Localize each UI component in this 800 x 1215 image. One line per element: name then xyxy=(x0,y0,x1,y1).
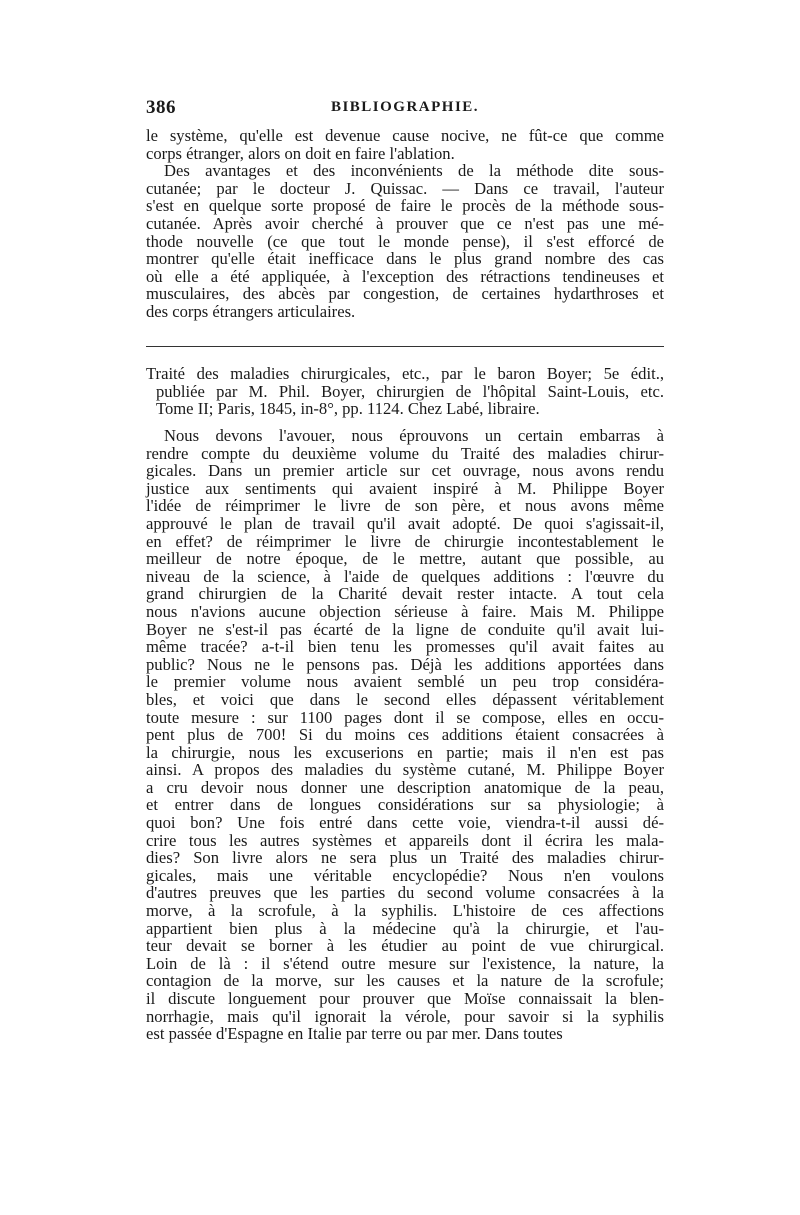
text-line: cutanée; par le docteur J. Quissac. — Dans ce travail, l'auteur xyxy=(146,178,664,198)
page-header xyxy=(146,97,664,121)
text-line: grand chirurgien de la Charité devait rester intacte. A tout cela xyxy=(146,584,664,604)
text-line: cutanée. Après avoir cherché à prouver que ce n'est pas une mé- xyxy=(146,213,664,233)
review-citation xyxy=(146,365,664,418)
text-line: bles, et voici que dans le second elles dépassent véritablement xyxy=(146,689,664,709)
text-line: toute mesure : sur 1100 pages dont il se compose, elles en occu- xyxy=(146,707,664,727)
text-line: des corps étrangers articulaires. xyxy=(146,301,356,321)
text-line: morve, à la scrofule, à la syphilis. L'histoire de ces affections xyxy=(146,901,664,921)
text-line: crire tous les autres systèmes et appareils dont il écrira les mala- xyxy=(146,830,664,850)
page-number: 386 xyxy=(146,97,176,118)
text-line: Nous devons l'avouer, nous éprouvons un certain embarras à xyxy=(164,426,664,445)
section-divider xyxy=(146,346,664,347)
text-line: gicales, mais une véritable encyclopédie? Nous n'en voulons xyxy=(146,865,664,885)
text-line: montrer qu'elle était inefficace dans le plus grand nombre des cas xyxy=(146,249,664,269)
text-line: le premier volume nous avaient semblé un peu trop considéra- xyxy=(146,672,664,692)
text-line: a cru devoir nous donner une description anatomique de la peau, xyxy=(146,777,664,797)
text-line: dies? Son livre alors ne sera plus un Traité des maladies chirur- xyxy=(146,848,664,868)
text-line: pent plus de 700! Si du moins ces additions étaient consacrées à xyxy=(146,725,664,745)
text-line: teur devait se borner à les étudier au point de vue chirurgical. xyxy=(146,936,664,956)
text-line: le système, qu'elle est devenue cause nocive, ne fût-ce que comme xyxy=(146,126,664,145)
text-line: Des avantages et des inconvénients de la méthode dite sous- xyxy=(164,161,664,181)
text-line: approuvé le plan de travail qu'il avait adopté. De quoi s'agissait-il, xyxy=(146,513,664,533)
text-line: thode nouvelle (ce que tout le monde pense), il s'est efforcé de xyxy=(146,231,664,251)
text-line: Traité des maladies chirurgicales, etc., par le baron Boyer; 5e édit., xyxy=(146,364,664,383)
text-line: est passée d'Espagne en Italie par terre ou par mer. Dans toutes xyxy=(146,1024,563,1044)
text-line: publiée par M. Phil. Boyer, chirurgien de l'hôpital Saint-Louis, etc. xyxy=(156,381,664,401)
text-line: même tracée? a-t-il bien tenu les promesses qu'il avait faites au xyxy=(146,637,664,657)
text-line: quoi bon? Une fois entré dans cette voie, viendra-t-il aussi dé- xyxy=(146,813,664,833)
text-line: corps étranger, alors on doit en faire l'ablation. xyxy=(146,143,455,163)
text-line: nous n'avions aucune objection sérieuse à faire. Mais M. Philippe xyxy=(146,601,664,621)
text-line: s'est en quelque sorte proposé de faire le procès de la méthode sous- xyxy=(146,196,664,216)
text-line: où elle a été appliquée, à l'exception des rétractions tendineuses et xyxy=(146,266,664,286)
text-line: en effet? de réimprimer le livre de chirurgie incontestablement le xyxy=(146,531,664,551)
text-line: appartient bien plus à la médecine qu'à la chirurgie, et l'au- xyxy=(146,918,664,938)
text-line: ainsi. A propos des maladies du système cutané, M. Philippe Boyer xyxy=(146,760,664,780)
text-line: contagion de la morve, sur les causes et la nature de la scrofule; xyxy=(146,971,664,991)
text-line: norrhagie, mais qu'il ignorait la vérole, pour savoir si la syphilis xyxy=(146,1006,664,1026)
text-line: justice aux sentiments qui avaient inspiré à M. Philippe Boyer xyxy=(146,478,664,498)
review-paragraph xyxy=(146,427,664,1043)
text-line: et entrer dans de longues considérations sur sa physiologie; à xyxy=(146,795,664,815)
text-line: Loin de là : il s'étend outre mesure sur l'existence, la nature, la xyxy=(146,953,664,973)
text-line: Boyer ne s'est-il pas écarté de la ligne de conduite qu'il avait lui- xyxy=(146,619,664,639)
text-line: d'autres preuves que les parties du second volume consacrées à la xyxy=(146,883,664,903)
text-line: public? Nous ne le pensons pas. Déjà les additions apportées dans xyxy=(146,654,664,674)
text-line: meilleur de notre époque, de le mettre, autant que possible, au xyxy=(146,549,664,569)
text-line: gicales. Dans un premier article sur cet ouvrage, nous avons rendu xyxy=(146,461,664,481)
running-head: BIBLIOGRAPHIE. xyxy=(330,99,480,115)
text-line: l'idée de réimprimer le livre de son père, et nous avons même xyxy=(146,496,664,516)
text-line: niveau de la science, à l'aide de quelques additions : l'œuvre du xyxy=(146,566,664,586)
text-line: musculaires, des abcès par congestion, de certaines hydarthroses et xyxy=(146,284,664,304)
text-line: rendre compte du deuxième volume du Traité des maladies chirur- xyxy=(146,443,664,463)
text-line: il discute longuement pour prouver que Moïse connaissait la blen- xyxy=(146,989,664,1008)
summary-paragraph xyxy=(146,127,664,321)
text-line: la chirurgie, nous les excuserions en partie; mais il n'en est pas xyxy=(146,742,664,762)
text-line: Tome II; Paris, 1845, in-8°, pp. 1124. Chez Labé, libraire. xyxy=(156,399,540,419)
